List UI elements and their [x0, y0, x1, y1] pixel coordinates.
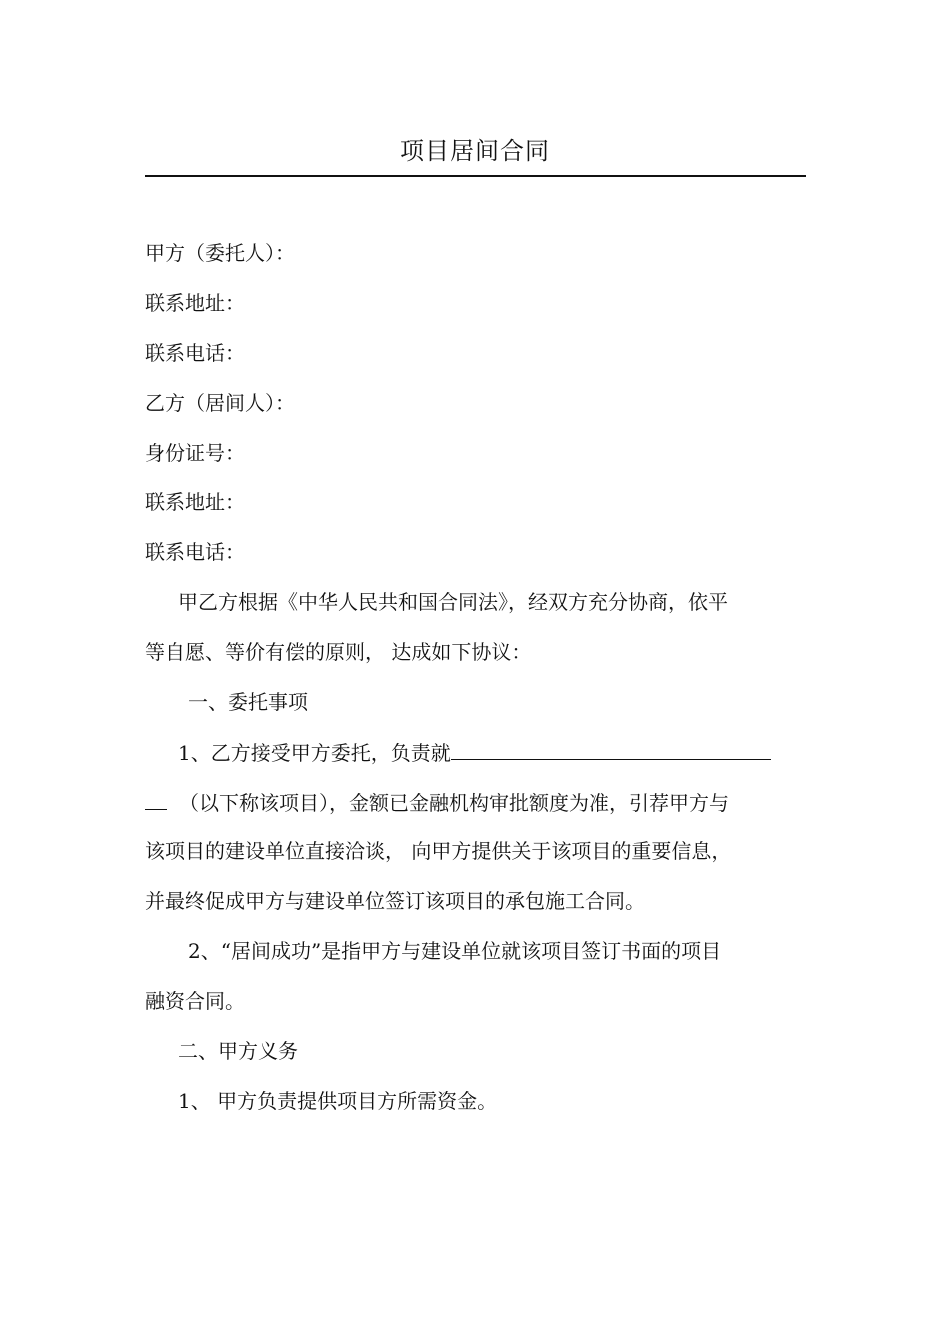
party-b-name-label: 乙方（居间人）：: [145, 391, 295, 415]
clause-1-1-line-2: [145, 787, 807, 818]
party-a-name-label: 甲方（委托人）：: [145, 241, 295, 265]
project-name-blank-continued[interactable]: [145, 787, 167, 810]
clause-1-1-prefix: 1、乙方接受甲方委托，负责就: [178, 741, 451, 765]
title-underline: [145, 175, 806, 177]
preamble-line-1: 甲乙方根据《中华人民共和国合同法》，经双方充分协商，依平: [178, 590, 728, 614]
project-name-blank[interactable]: [451, 737, 771, 760]
party-a-address-label: 联系地址：: [145, 291, 245, 315]
party-a-phone-label: 联系电话：: [145, 341, 245, 365]
party-b-phone-label: 联系电话：: [145, 540, 245, 564]
document-title: 项目居间合同: [400, 137, 550, 165]
preamble-line-2: 等自愿、等价有偿的原则， 达成如下协议：: [145, 640, 532, 664]
clause-1-1-line-1: [178, 737, 807, 768]
clause-1-1-line-2-text: （以下称该项目），金额已金融机构审批额度为准，引荐甲方与: [179, 791, 729, 815]
clause-2-1: 1、 甲方负责提供项目方所需资金。: [178, 1089, 498, 1113]
clause-1-1-line-4: 并最终促成甲方与建设单位签订该项目的承包施工合同。: [145, 889, 645, 913]
clause-1-2-line-2: 融资合同。: [145, 989, 245, 1013]
clause-1-2-line-1: 2、“居间成功”是指甲方与建设单位就该项目签订书面的项目: [188, 939, 722, 963]
section-2-heading: 二、甲方义务: [178, 1039, 298, 1063]
clause-1-1-line-3: 该项目的建设单位直接洽谈， 向甲方提供关于该项目的重要信息，: [145, 839, 732, 863]
party-b-id-label: 身份证号：: [145, 441, 245, 465]
party-b-address-label: 联系地址：: [145, 490, 245, 514]
section-1-heading: 一、委托事项: [188, 690, 308, 714]
